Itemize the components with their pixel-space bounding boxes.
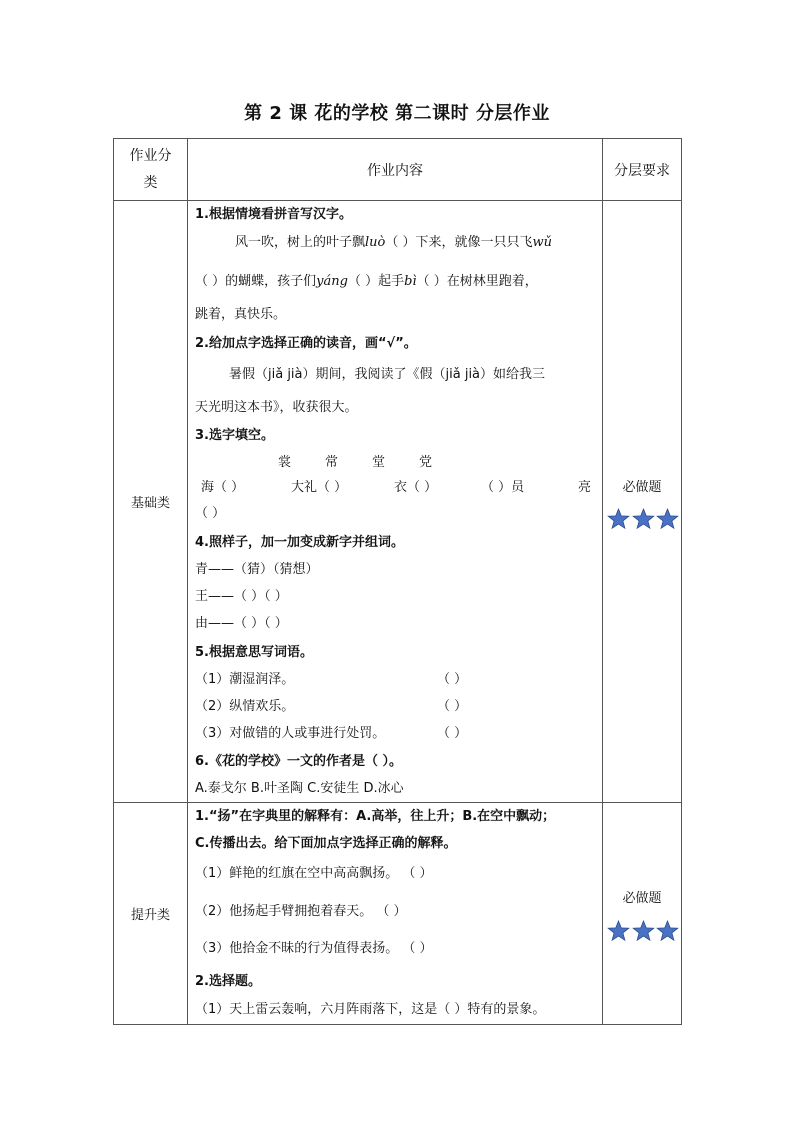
basic-q3-title: 3.选字填空。 (195, 428, 274, 443)
basic-q2-line1: 暑假（jiǎ jià）期间，我阅读了《假（jiǎ jià）如给我三 (229, 367, 546, 382)
basic-q5-blank3: （ ） (437, 726, 468, 741)
basic-q6-title: 6.《花的学校》一文的作者是（ ）。 (195, 754, 403, 769)
pinyin-luo: luò (365, 235, 386, 250)
basic-q3-blank4: （ ）员 (481, 480, 525, 495)
advanced-q2-title: 2.选择题。 (195, 974, 261, 989)
header-requirement: 分层要求 (603, 139, 682, 201)
table-header-row (114, 139, 682, 201)
requirement-basic-label: 必做题 (622, 480, 662, 495)
star-icon (607, 920, 630, 942)
basic-q2-line2: 天光明这本书》，收获很大。 (195, 400, 358, 415)
content-basic (188, 201, 603, 803)
rating-stars-basic (607, 508, 679, 530)
star-icon (632, 508, 655, 530)
header-content: 作业内容 (188, 139, 603, 201)
homework-table (113, 138, 682, 1025)
star-icon (656, 920, 679, 942)
basic-q2-title: 2.给加点字选择正确的读音，画“√”。 (195, 336, 417, 351)
basic-q5-title: 5.根据意思写词语。 (195, 645, 313, 660)
pinyin-yang: yáng (316, 274, 348, 289)
page-title: 第 2 课 花的学校 第二课时 分层作业 (244, 103, 550, 124)
basic-q3-chars: 裳 常 堂 党 (278, 455, 433, 470)
basic-q4-line1: 青——（猜）（猜想） (195, 562, 319, 577)
advanced-q1-item1: （1）鲜艳的红旗在空中高高飘扬。 （ ） (195, 866, 433, 881)
basic-q3-line3: （ ） (195, 506, 226, 521)
basic-q3-blank1: 海（ ） (201, 480, 245, 495)
basic-q1-line3: 跳着，真快乐。 (195, 307, 287, 322)
pinyin-wu: wǔ (532, 235, 553, 250)
pinyin-bi: bì (404, 274, 417, 289)
advanced-q1-line2: C.传播出去。给下面加点字选择正确的解释。 (195, 836, 457, 851)
requirement-basic (603, 201, 682, 803)
advanced-q1-line1: 1.“扬”在字典里的解释有：A.高举，往上升；B.在空中飘动； (195, 809, 556, 824)
basic-q3-blank3: 衣（ ） (394, 480, 438, 495)
basic-q5-item1: （1）潮湿润泽。 (195, 672, 295, 687)
requirement-advanced (603, 803, 682, 1025)
basic-q3-blank5: 亮 (578, 480, 592, 495)
header-category (114, 139, 188, 201)
basic-q5-item2: （2）纵情欢乐。 (195, 699, 295, 714)
rating-stars-advanced (607, 920, 679, 942)
basic-q5-blank2: （ ） (437, 699, 468, 714)
advanced-q1-item2: （2）他扬起手臂拥抱着春天。 （ ） (195, 904, 407, 919)
basic-q4-line3: 由——（ ）（ ） (195, 616, 288, 631)
basic-q6-options: A.泰戈尔 B.叶圣陶 C.安徒生 D.冰心 (195, 781, 404, 796)
content-advanced (188, 803, 603, 1025)
category-basic: 基础类 (114, 201, 188, 803)
advanced-q1-item3: （3）他拾金不昧的行为值得表扬。 （ ） (195, 941, 433, 956)
basic-q1-title: 1.根据情境看拼音写汉字。 (195, 207, 352, 222)
star-icon (632, 920, 655, 942)
basic-q5-blank1: （ ） (437, 672, 468, 687)
basic-q4-title: 4.照样子，加一加变成新字并组词。 (195, 535, 404, 550)
basic-q3-blank2: 大礼（ ） (291, 480, 348, 495)
basic-q1-line1: 风一吹，树上的叶子飘luò（ ）下来，就像一只只飞wǔ (235, 235, 553, 250)
advanced-q2-line1: （1）天上雷云轰响，六月阵雨落下，这是（ ）特有的景象。 (195, 1002, 546, 1017)
table-row-advanced (114, 803, 682, 1025)
table-row-basic (114, 201, 682, 803)
star-icon (607, 508, 630, 530)
requirement-advanced-label: 必做题 (622, 891, 662, 906)
category-advanced: 提升类 (114, 803, 188, 1025)
header-category-line2: 类 (143, 174, 158, 191)
basic-q1-line2: （ ）的蝴蝶，孩子们yáng（ ）起手bì（ ）在树林里跑着， (195, 274, 538, 289)
header-category-line1: 作业分 (129, 147, 172, 164)
basic-q5-item3: （3）对做错的人或事进行处罚。 (195, 726, 386, 741)
basic-q4-line2: 王——（ ）（ ） (195, 589, 288, 604)
star-icon (656, 508, 679, 530)
